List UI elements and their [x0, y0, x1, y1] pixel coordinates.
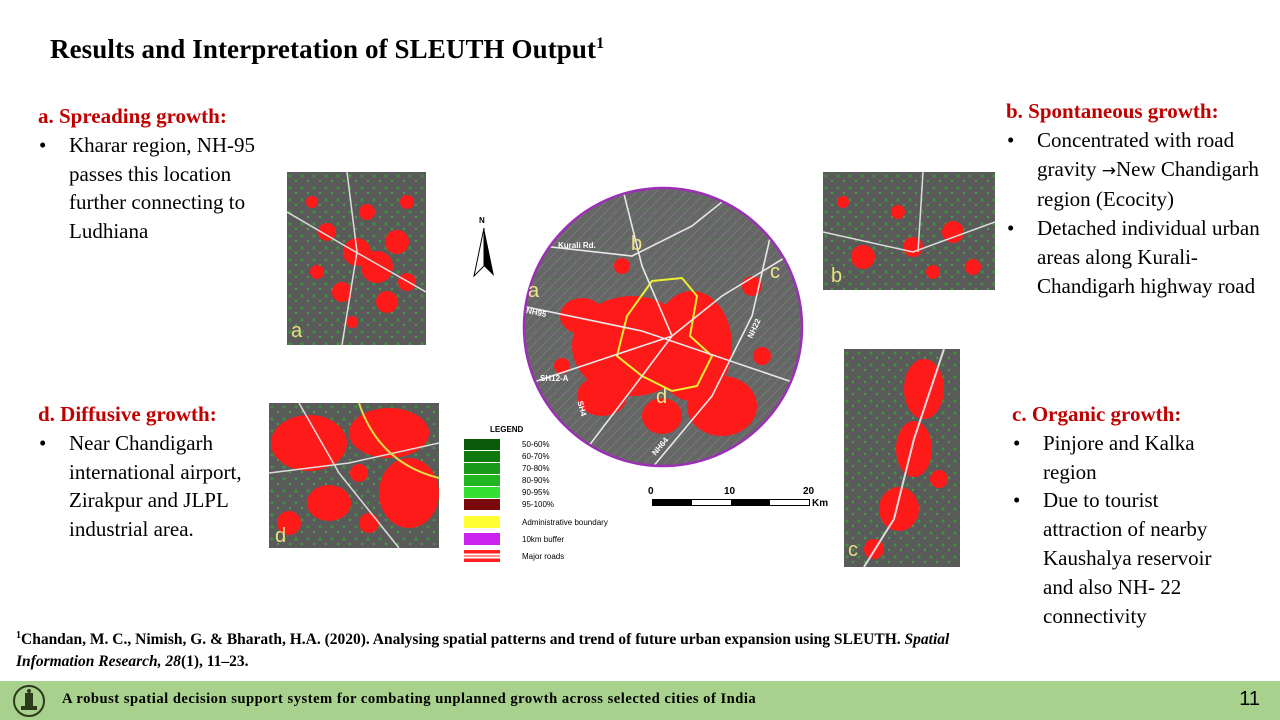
map-image — [823, 172, 995, 290]
map-image — [269, 403, 439, 548]
citation-pages: (1), 11–23. — [180, 653, 249, 671]
legend-label: 90-95% — [522, 487, 550, 497]
north-label: N — [479, 216, 485, 225]
bullet-item: • Due to tourist attraction of nearby Kaushalya reservoir and also NH- 22 connectivity — [1012, 486, 1242, 630]
section-spreading-growth — [38, 102, 263, 246]
slide-title — [50, 34, 604, 65]
legend-swatch — [464, 516, 500, 528]
road-label: SH4 — [575, 399, 589, 418]
citation — [16, 625, 976, 673]
bullet-item: • Detached individual urban areas along Kurali-Chandigarh highway road — [1006, 214, 1266, 300]
legend-item — [464, 486, 550, 498]
inset-label: a — [291, 320, 303, 342]
section-diffusive-growth — [38, 400, 263, 544]
footer-text: A robust spatial decision support system for combating unplanned growth across selected cities of India — [62, 691, 757, 707]
legend-label: 95-100% — [522, 499, 555, 509]
bullet-text: New Chandigarh region (Ecocity) — [1037, 156, 1259, 212]
legend-item — [464, 438, 550, 450]
legend-item — [464, 498, 554, 510]
title-footnote-ref: 1 — [596, 35, 605, 52]
legend-label: 10km buffer — [522, 534, 565, 544]
road-label: Kurali Rd. — [558, 241, 596, 250]
scale-bar — [650, 486, 830, 516]
legend-item — [464, 550, 564, 562]
inset-label: a — [528, 280, 540, 302]
inset-label: b — [631, 233, 643, 255]
road-label: NH95 — [525, 305, 548, 320]
legend-label: 50-60% — [522, 439, 550, 449]
legend-swatch — [464, 533, 500, 545]
road-label: NH64 — [650, 435, 671, 458]
map-image — [287, 172, 426, 345]
legend-label: Major roads — [522, 551, 565, 561]
slide-title-text: Results and Interpretation of SLEUTH Output — [50, 34, 597, 64]
inset-map-b — [823, 172, 995, 290]
citation-journal: Spatial Information Research, 28 — [16, 631, 950, 671]
legend-item — [464, 450, 550, 462]
inset-label: d — [656, 386, 668, 408]
inset-label: d — [275, 525, 287, 547]
section-heading: d. Diffusive growth: — [38, 402, 217, 426]
map-image — [844, 349, 960, 567]
scale-unit: Km — [812, 498, 829, 509]
inset-label: c — [770, 261, 780, 283]
legend-item — [464, 462, 550, 474]
scale-tick-label: 20 — [803, 486, 815, 497]
section-spontaneous-growth — [1006, 97, 1266, 301]
legend-swatch — [464, 439, 500, 450]
section-heading: a. Spreading growth: — [38, 104, 227, 128]
bullet-item: • Near Chandigarh international airport, Zirakpur and JLPL industrial area. — [38, 429, 263, 544]
legend-swatch — [464, 451, 500, 462]
road-label: NH22 — [745, 317, 763, 340]
legend-title: LEGEND — [490, 425, 524, 434]
inset-map-a — [287, 172, 426, 345]
legend-swatch — [464, 487, 500, 498]
page-number: 11 — [1239, 688, 1260, 710]
scale-tick-label: 10 — [724, 486, 736, 497]
north-arrow — [472, 216, 496, 276]
section-heading: c. Organic growth: — [1012, 402, 1182, 426]
legend-label: Administrative boundary — [522, 517, 608, 527]
legend-item — [464, 516, 608, 528]
section-organic-growth — [1012, 400, 1242, 630]
map-legend — [462, 422, 642, 572]
inset-label: c — [848, 539, 858, 561]
legend-label: 80-90% — [522, 475, 550, 485]
inset-map-d — [269, 403, 439, 548]
legend-swatch — [464, 499, 500, 510]
institute-logo-icon — [12, 684, 46, 718]
citation-text: Chandan, M. C., Nimish, G. & Bharath, H.A. (2020). Analysing spatial patterns and trend of future urban expansion using SLEUTH. — [21, 631, 901, 649]
arrow-right-icon: → — [1101, 160, 1116, 181]
legend-swatch — [464, 550, 500, 562]
inset-map-c — [844, 349, 960, 567]
scale-bar-graphic — [652, 499, 810, 506]
bullet-item — [1006, 126, 1266, 214]
legend-swatch — [464, 475, 500, 486]
north-arrow-icon — [472, 228, 496, 278]
bullet-list — [1006, 126, 1266, 301]
bullet-list — [1012, 429, 1242, 631]
legend-item — [464, 533, 564, 545]
legend-label: 70-80% — [522, 463, 550, 473]
bullet-list — [38, 131, 263, 246]
legend-item — [464, 474, 550, 486]
legend-swatch — [464, 463, 500, 474]
bullet-item: • Pinjore and Kalka region — [1012, 429, 1242, 487]
bullet-item: • Kharar region, NH-95 passes this location further connecting to Ludhiana — [38, 131, 263, 246]
legend-label: 60-70% — [522, 451, 550, 461]
scale-tick-label: 0 — [648, 486, 654, 497]
inset-label: b — [831, 265, 843, 287]
footer-bar — [0, 681, 1280, 720]
bullet-list — [38, 429, 263, 544]
citation-ref: 1 — [16, 630, 21, 641]
road-label: SH12-A — [540, 374, 569, 383]
bullet-text: Concentrated with road gravity — [1037, 127, 1235, 181]
section-heading: b. Spontaneous growth: — [1006, 99, 1219, 123]
